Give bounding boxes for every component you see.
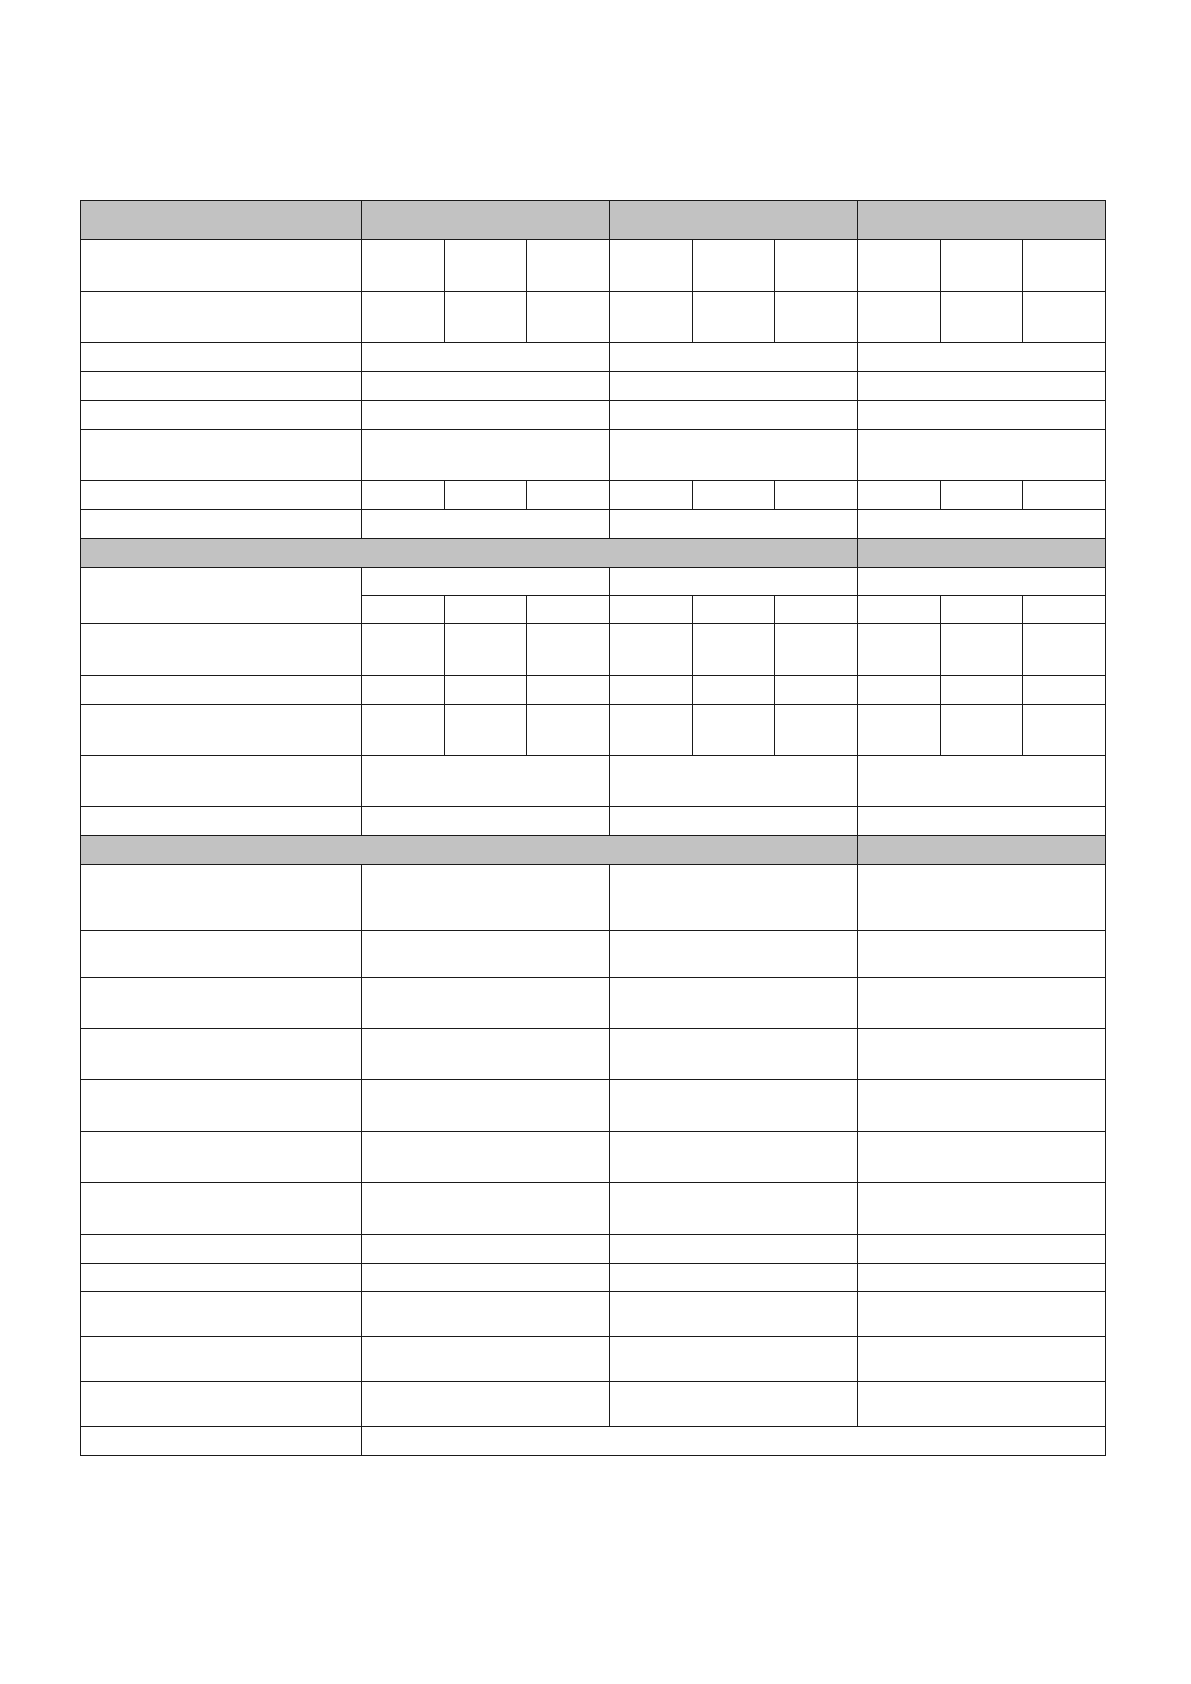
merged-cell <box>610 1235 858 1264</box>
merged-cell <box>362 1132 610 1183</box>
grid-cell <box>362 624 445 676</box>
merged-cell <box>610 568 858 596</box>
table-row <box>81 1183 1106 1235</box>
row-label-cell <box>81 568 362 624</box>
table-row <box>81 1080 1106 1132</box>
row-label-cell <box>81 401 362 430</box>
table-row <box>81 292 1106 343</box>
row-label-cell <box>81 865 362 931</box>
merged-cell <box>362 756 610 807</box>
row-label-cell <box>81 1029 362 1080</box>
merged-cell <box>362 510 610 539</box>
row-label-cell <box>81 807 362 836</box>
grid-cell <box>1023 676 1106 705</box>
grid-cell <box>1023 240 1106 292</box>
grid-cell <box>527 240 610 292</box>
grid-cell <box>362 292 445 343</box>
table-row <box>81 978 1106 1029</box>
grid-cell <box>362 481 445 510</box>
merged-cell <box>362 1292 610 1337</box>
grid-cell <box>362 705 445 756</box>
grid-cell <box>941 596 1023 624</box>
merged-cell <box>610 343 858 372</box>
merged-cell <box>610 931 858 978</box>
grid-cell <box>362 240 445 292</box>
merged-cell <box>858 1382 1106 1427</box>
grid-cell <box>858 705 941 756</box>
table-row <box>81 481 1106 510</box>
section-1-header-row <box>81 201 1106 240</box>
grid-cell <box>445 596 527 624</box>
grid-cell <box>1023 481 1106 510</box>
grid-cell <box>775 705 858 756</box>
row-label-cell <box>81 676 362 705</box>
merged-cell <box>362 1235 610 1264</box>
row-label-cell <box>81 510 362 539</box>
merged-cell-full-width <box>362 1427 1106 1456</box>
row-label-cell <box>81 705 362 756</box>
merged-cell <box>610 430 858 481</box>
row-label-cell <box>81 1132 362 1183</box>
merged-cell <box>362 568 610 596</box>
grid-cell <box>610 596 693 624</box>
grid-cell <box>941 676 1023 705</box>
table-row <box>81 1132 1106 1183</box>
table-row <box>81 510 1106 539</box>
merged-cell <box>362 430 610 481</box>
merged-cell <box>610 1382 858 1427</box>
grid-cell <box>445 292 527 343</box>
grid-cell <box>858 481 941 510</box>
merged-cell <box>858 1080 1106 1132</box>
row-label-cell <box>81 1235 362 1264</box>
merged-cell <box>858 865 1106 931</box>
merged-cell <box>610 1080 858 1132</box>
grid-cell <box>858 292 941 343</box>
merged-cell <box>610 1264 858 1292</box>
merged-cell <box>362 1382 610 1427</box>
grid-cell <box>527 292 610 343</box>
grid-cell <box>858 624 941 676</box>
row-label-cell <box>81 343 362 372</box>
table-row <box>81 343 1106 372</box>
merged-cell <box>858 343 1106 372</box>
section-1-header-col-c <box>858 201 1106 240</box>
grid-cell <box>775 624 858 676</box>
grid-cell <box>941 705 1023 756</box>
table-row <box>81 430 1106 481</box>
merged-cell <box>858 931 1106 978</box>
section-1-header-col-b <box>610 201 858 240</box>
form-grid <box>80 200 1106 1456</box>
merged-cell <box>362 865 610 931</box>
row-label-cell <box>81 756 362 807</box>
table-row <box>81 240 1106 292</box>
section-2-header-label <box>81 539 858 568</box>
table-row <box>81 807 1106 836</box>
merged-cell <box>362 1183 610 1235</box>
grid-cell <box>610 676 693 705</box>
merged-cell <box>362 372 610 401</box>
row-label-cell <box>81 1382 362 1427</box>
table-row <box>81 624 1106 676</box>
grid-cell <box>693 624 775 676</box>
table-row <box>81 865 1106 931</box>
merged-cell <box>858 1132 1106 1183</box>
row-label-cell <box>81 481 362 510</box>
grid-cell <box>941 624 1023 676</box>
grid-cell <box>1023 624 1106 676</box>
section-2-header-row <box>81 539 1106 568</box>
table-row <box>81 1235 1106 1264</box>
grid-cell <box>693 240 775 292</box>
grid-cell <box>941 240 1023 292</box>
table-row <box>81 756 1106 807</box>
grid-cell <box>362 596 445 624</box>
grid-cell <box>445 676 527 705</box>
row-label-cell <box>81 1183 362 1235</box>
grid-cell <box>610 292 693 343</box>
merged-cell <box>610 978 858 1029</box>
grid-cell <box>775 596 858 624</box>
table-row <box>81 676 1106 705</box>
table-row <box>81 1292 1106 1337</box>
merged-cell <box>610 756 858 807</box>
grid-cell <box>610 624 693 676</box>
merged-cell <box>858 978 1106 1029</box>
merged-cell <box>362 1080 610 1132</box>
merged-cell <box>610 1337 858 1382</box>
merged-cell <box>362 978 610 1029</box>
grid-cell <box>445 481 527 510</box>
grid-cell <box>693 292 775 343</box>
merged-cell <box>362 1337 610 1382</box>
merged-cell <box>858 1029 1106 1080</box>
grid-cell <box>362 676 445 705</box>
row-label-cell <box>81 430 362 481</box>
section-3-header-label <box>81 836 858 865</box>
merged-cell <box>362 343 610 372</box>
grid-cell <box>610 240 693 292</box>
table-row <box>81 568 1106 596</box>
section-2-header-side <box>858 539 1106 568</box>
table-row <box>81 401 1106 430</box>
grid-cell <box>610 481 693 510</box>
grid-cell <box>1023 705 1106 756</box>
merged-cell <box>362 1264 610 1292</box>
merged-cell <box>610 1132 858 1183</box>
grid-cell <box>858 596 941 624</box>
grid-cell <box>775 240 858 292</box>
merged-cell <box>858 510 1106 539</box>
merged-cell <box>858 1235 1106 1264</box>
row-label-cell <box>81 978 362 1029</box>
grid-cell <box>527 596 610 624</box>
grid-cell <box>693 481 775 510</box>
grid-cell <box>941 481 1023 510</box>
grid-cell <box>1023 292 1106 343</box>
grid-cell <box>775 292 858 343</box>
grid-cell <box>610 705 693 756</box>
grid-cell <box>445 705 527 756</box>
merged-cell <box>858 1337 1106 1382</box>
grid-cell <box>445 240 527 292</box>
row-label-cell <box>81 240 362 292</box>
merged-cell <box>610 510 858 539</box>
grid-cell <box>527 705 610 756</box>
row-label-cell <box>81 624 362 676</box>
grid-cell <box>527 676 610 705</box>
merged-cell <box>362 1029 610 1080</box>
table-row <box>81 1264 1106 1292</box>
section-3-header-row <box>81 836 1106 865</box>
merged-cell <box>610 1183 858 1235</box>
grid-cell <box>858 240 941 292</box>
form-sheet <box>80 200 1106 1458</box>
grid-cell <box>775 676 858 705</box>
grid-cell <box>941 292 1023 343</box>
merged-cell <box>362 931 610 978</box>
merged-cell <box>858 1264 1106 1292</box>
grid-cell <box>445 624 527 676</box>
merged-cell <box>858 568 1106 596</box>
grid-cell <box>527 624 610 676</box>
merged-cell <box>858 756 1106 807</box>
merged-cell <box>858 807 1106 836</box>
grid-cell <box>1023 596 1106 624</box>
merged-cell <box>362 807 610 836</box>
merged-cell <box>362 401 610 430</box>
grid-cell <box>693 676 775 705</box>
table-row <box>81 1382 1106 1427</box>
grid-cell <box>858 676 941 705</box>
row-label-cell <box>81 1427 362 1456</box>
row-label-cell <box>81 292 362 343</box>
row-label-cell <box>81 1080 362 1132</box>
grid-cell <box>693 705 775 756</box>
section-1-header-label <box>81 201 362 240</box>
merged-cell <box>858 372 1106 401</box>
merged-cell <box>610 1029 858 1080</box>
table-row <box>81 1029 1106 1080</box>
grid-cell <box>693 596 775 624</box>
table-row <box>81 372 1106 401</box>
row-label-cell <box>81 1264 362 1292</box>
section-3-header-side <box>858 836 1106 865</box>
merged-cell <box>610 1292 858 1337</box>
merged-cell <box>610 401 858 430</box>
merged-cell <box>858 1292 1106 1337</box>
row-label-cell <box>81 1292 362 1337</box>
merged-cell <box>610 865 858 931</box>
row-label-cell <box>81 372 362 401</box>
merged-cell <box>610 807 858 836</box>
merged-cell <box>858 430 1106 481</box>
section-1-header-col-a <box>362 201 610 240</box>
table-row <box>81 931 1106 978</box>
table-row <box>81 1337 1106 1382</box>
grid-cell <box>527 481 610 510</box>
merged-cell <box>858 1183 1106 1235</box>
row-label-cell <box>81 931 362 978</box>
table-row <box>81 1427 1106 1456</box>
table-row <box>81 705 1106 756</box>
merged-cell <box>610 372 858 401</box>
grid-cell <box>775 481 858 510</box>
row-label-cell <box>81 1337 362 1382</box>
merged-cell <box>858 401 1106 430</box>
